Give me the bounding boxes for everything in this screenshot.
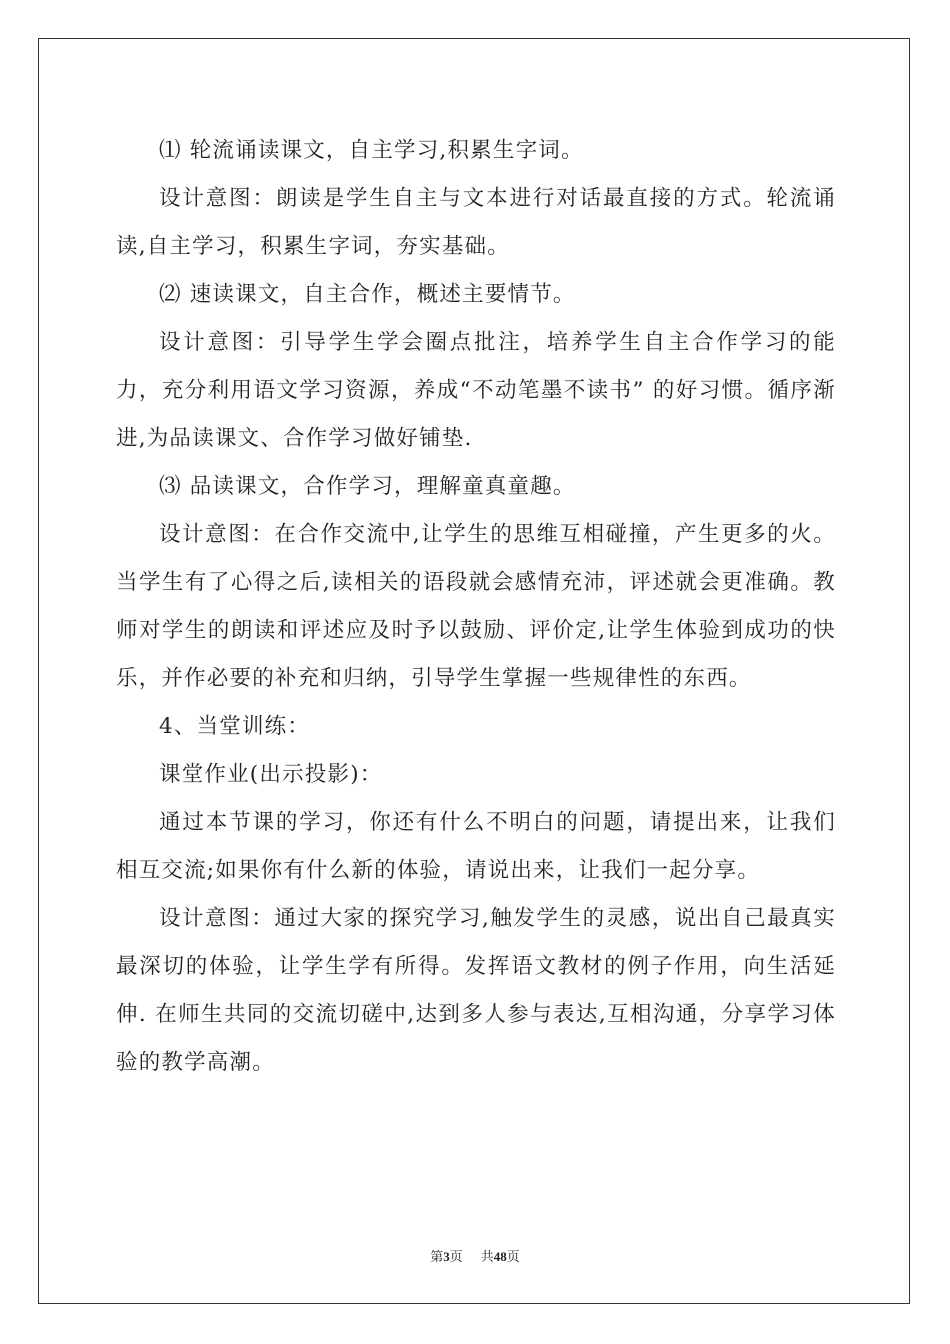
document-body [116,127,836,1087]
paragraph-design-intent-3: 设计意图：在合作交流中,让学生的思维互相碰撞，产生更多的火。当学生有了心得之后,读相关的语段就会感情充沛，评述就会更准确。教师对学生的朗读和评述应及时予以鼓励、评价定,让学生体验到成功的快乐，并作必要的补充和归纳，引导学生掌握一些规律性的东西。 [116,522,836,691]
footer-total-prefix: 共 [480,1249,494,1264]
footer-total-pages: 48 [493,1249,507,1264]
footer-prefix: 第 [430,1249,444,1264]
footer-total-suffix: 页 [506,1249,520,1264]
paragraph-step-2: ⑵ 速读课文，自主合作，概述主要情节。 [159,282,576,307]
footer-page-suffix: 页 [449,1249,463,1264]
paragraph-step-1: ⑴ 轮流诵读课文，自主学习,积累生字词。 [159,138,584,163]
paragraph-step-3: ⑶ 品读课文，合作学习，理解童真童趣。 [159,474,576,499]
paragraph-homework-text: 通过本节课的学习，你还有什么不明白的问题，请提出来，让我们相互交流;如果你有什么新的体验，请说出来，让我们一起分享。 [116,810,836,883]
paragraph-homework-heading: 课堂作业(出示投影)： [159,762,383,787]
footer-page-number: 3 [443,1249,450,1264]
paragraph-design-intent-4: 设计意图：通过大家的探究学习,触发学生的灵感，说出自己最真实最深切的体验，让学生学有所得。发挥语文教材的例子作用，向生活延伸. 在师生共同的交流切磋中,达到多人参与表达,互相沟通，分享学习体验的教学高潮。 [116,906,836,1075]
page-footer [0,1246,950,1265]
paragraph-design-intent-2: 设计意图：引导学生学会圈点批注，培养学生自主合作学习的能力，充分利用语文学习资源，养成“不动笔墨不读书” 的好习惯。循序渐进,为品读课文、合作学习做好铺垫. [116,330,836,451]
paragraph-design-intent-1: 设计意图：朗读是学生自主与文本进行对话最直接的方式。轮流诵读,自主学习，积累生字词，夯实基础。 [116,186,836,259]
paragraph-section-heading: 4、当堂训练： [159,714,311,739]
